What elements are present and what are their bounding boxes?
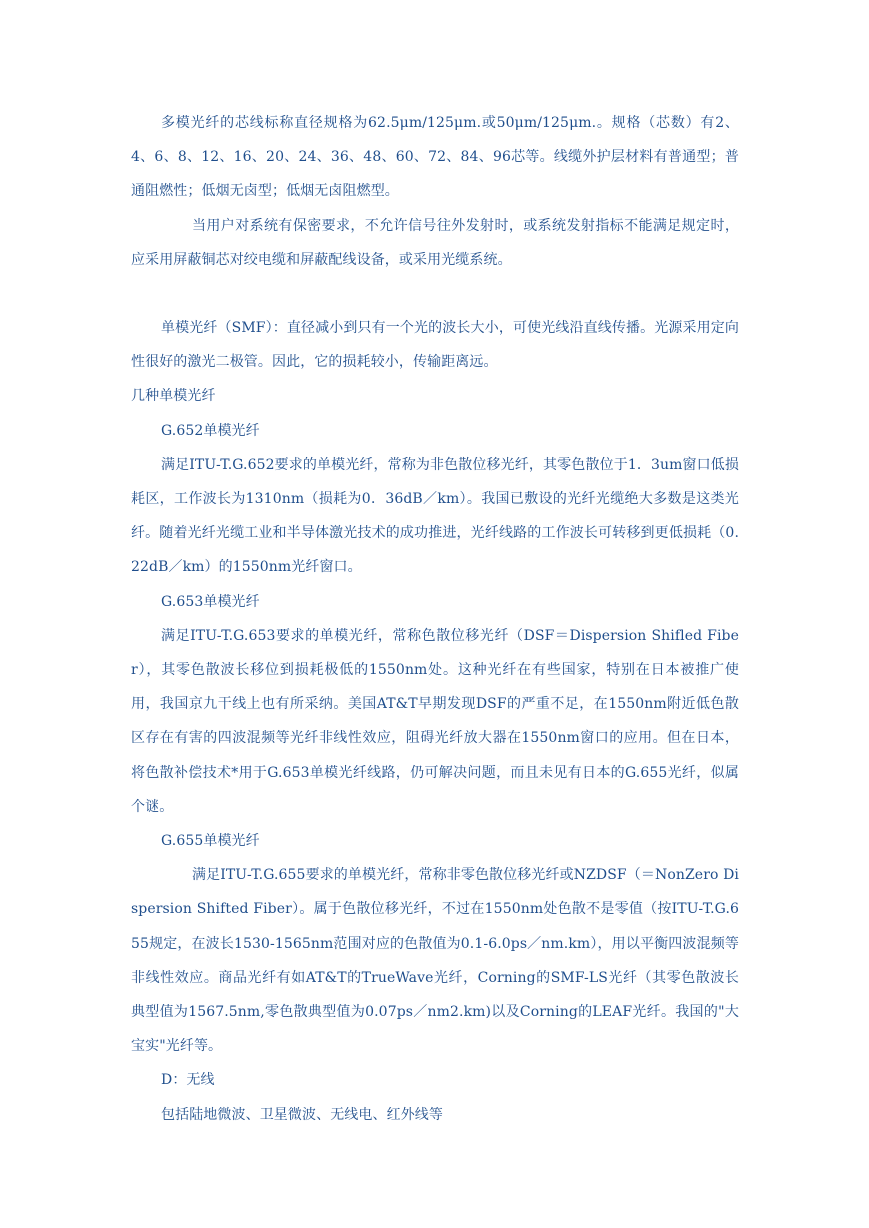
paragraph-wireless: 包括陆地微波、卫星微波、无线电、红外线等 xyxy=(161,1106,443,1123)
paragraph-g652: 满足ITU-T.G.652要求的单模光纤，常称为非色散位移光纤，其零色散位于1．3um窗口低损耗区，工作波长为1310nm（损耗为0．36dB／km）。我国已敷设的光纤光缆绝大多数是这类光纤。随着光纤光缆工业和半导体激光技术的成功推进，光纤线路的工作波长可转移到更低损耗（0.22dB／km）的1550nm光纤窗口。 xyxy=(131,456,739,576)
heading-single-mode-kinds: 几种单模光纤 xyxy=(131,388,216,405)
heading-g653: G.653单模光纤 xyxy=(161,593,260,610)
heading-wireless: D：无线 xyxy=(161,1072,215,1089)
document-page xyxy=(131,106,739,1132)
heading-g655: G.655单模光纤 xyxy=(161,833,260,850)
paragraph-shielding: 当用户对系统有保密要求，不允许信号往外发射时，或系统发射指标不能满足规定时，应采用屏蔽铜芯对绞电缆和屏蔽配线设备，或采用光缆系统。 xyxy=(131,217,739,268)
paragraph-multimode-fiber: 多模光纤的芯线标称直径规格为62.5μm/125μm.或50μm/125μm.。规格（芯数）有2、4、6、8、12、16、20、24、36、48、60、72、84、96芯等。线缆外护层材料有普通型；普通阻燃性；低烟无卤型；低烟无卤阻燃型。 xyxy=(131,115,739,200)
blank-line xyxy=(131,277,739,311)
heading-g652: G.652单模光纤 xyxy=(161,422,260,439)
paragraph-single-mode-fiber: 单模光纤（SMF）：直径减小到只有一个光的波长大小，可使光线沿直线传播。光源采用定向性很好的激光二极管。因此，它的损耗较小，传输距离远。 xyxy=(131,320,739,371)
paragraph-g655: 满足ITU-T.G.655要求的单模光纤，常称非零色散位移光纤或NZDSF（＝NonZero Dispersion Shifted Fiber）。属于色散位移光纤，不过在1550nm处色散不是零值（按ITU-T.G.655规定，在波长1530-1565nm范围对应的色散值为0.1-6.0ps／nm.km），用以平衡四波混频等非线性效应。商品光纤有如AT&T的TrueWave光纤，Corning的SMF-LS光纤（其零色散波长典型值为1567.5nm,零色散典型值为0.07ps／nm2.km)以及Corning的LEAF光纤。我国的"大宝实"光纤等。 xyxy=(131,867,739,1055)
paragraph-g653: 满足ITU-T.G.653要求的单模光纤，常称色散位移光纤（DSF＝Dispersion Shifled Fiber），其零色散波长移位到损耗极低的1550nm处。这种光纤在有些国家，特别在日本被推广使用，我国京九干线上也有所采纳。美国AT&T早期发现DSF的严重不足，在1550nm附近低色散区存在有害的四波混频等光纤非线性效应，阻碍光纤放大器在1550nm窗口的应用。但在日本，将色散补偿技术*用于G.653单模光纤线路，仍可解决问题，而且未见有日本的G.655光纤，似属个谜。 xyxy=(131,627,739,815)
